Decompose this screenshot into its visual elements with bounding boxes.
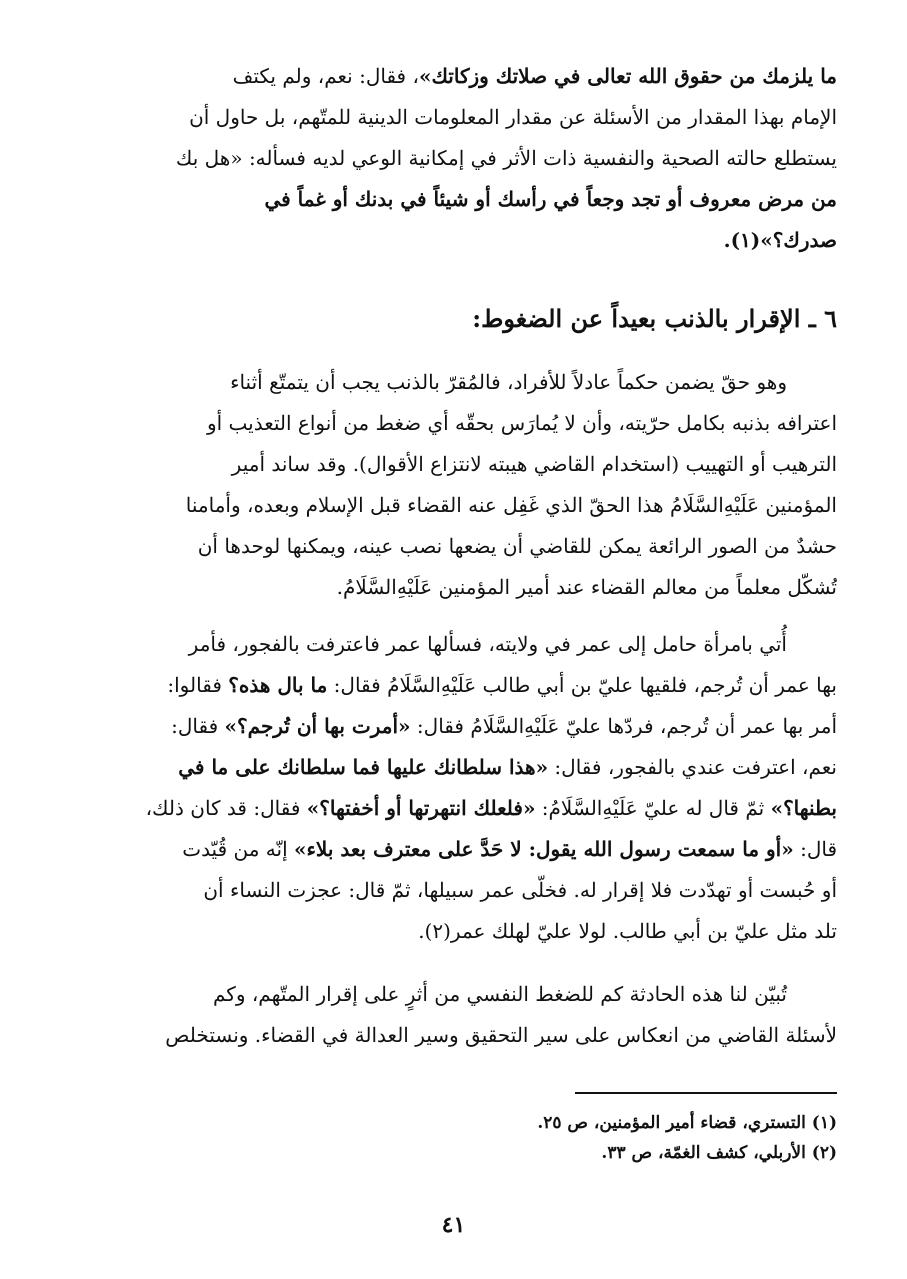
bold-quote: «فلعلك انتهرتها أو أخفتها؟» [306, 796, 536, 820]
bold-quote: «أو ما سمعت رسول الله يقول: لا حَدَّ على معترف بعد بلاء» [294, 837, 794, 861]
text-line: الإمام بهذا المقدار من الأسئلة عن مقدار المعلومات الدينية للمتّهم، بل حاول أن [189, 105, 837, 129]
text-line: تُبيّن لنا هذه الحادثة كم للضغط النفسي من أثرٍ على إقرار المتّهم، وكم [213, 982, 787, 1006]
text-span: قال: [793, 837, 837, 861]
section-heading [72, 298, 837, 339]
text-line [72, 747, 837, 788]
text-span: إنّه من قُيّدت [182, 837, 295, 861]
text-line [72, 706, 837, 747]
text-line: صدرك؟»(١). [723, 228, 837, 252]
footnote-2: (٢) الأربلي، كشف الغمّة، ص ٣٣. [601, 1143, 837, 1163]
text-span: فقال: قد كان ذلك، [145, 796, 307, 820]
text-span: فقال: [171, 714, 225, 738]
footnote-1: (١) التستري، قضاء أمير المؤمنين، ص ٢٥. [537, 1113, 837, 1133]
text-line: المؤمنين عَلَيْهِ‌السَّلَامُ هذا الحقّ الذي غَفِل عنه القضاء قبل الإسلام وبعده، وأمامنا [185, 493, 837, 517]
text-line [72, 56, 837, 97]
text-line: حشدٌ من الصور الرائعة يمكن للقاضي أن يضعها نصب عينه، ويمكنها لوحدها أن [197, 534, 837, 558]
text-line [72, 788, 837, 829]
paragraph-2 [72, 362, 837, 608]
text-line: يستطلع حالته الصحية والنفسية ذات الأثر في إمكانية الوعي لديه فسأله: «هل بك [175, 146, 837, 170]
text-span: نعم، اعترفت عندي بالفجور، فقال: [548, 755, 837, 779]
text-line: تُشكّل معلماً من معالم القضاء عند أمير المؤمنين عَلَيْهِ‌السَّلَامُ. [336, 575, 837, 599]
paragraph-1 [72, 56, 837, 261]
text-line: أو حُبست أو تهدّدت فلا إقرار له. فخلّى عمر سبيلها، ثمّ قال: عجزت النساء أن [203, 878, 837, 902]
heading-text: ٦ ـ الإقرار بالذنب بعيداً عن الضغوط: [472, 304, 837, 333]
text-line: الترهيب أو التهييب (استخدام القاضي هيبته لانتزاع الأقوال). وقد ساند أمير [231, 452, 837, 476]
bold-quote: ما يلزمك من حقوق الله تعالى في صلاتك وزكاتك» [418, 64, 837, 88]
text-line: أُتي بامرأة حامل إلى عمر في ولايته، فسألها عمر فاعترفت بالفجور، فأمر [188, 632, 787, 656]
bold-quote: بطنها؟» [770, 796, 837, 820]
paragraph-4 [72, 974, 837, 1056]
paragraph-3 [72, 624, 837, 952]
text-line: لأسئلة القاضي من انعكاس على سير التحقيق وسير العدالة في القضاء. ونستخلص [165, 1023, 837, 1047]
text-line [72, 829, 837, 870]
bold-quote: «هذا سلطانك عليها فما سلطانك على ما في [178, 755, 549, 779]
text-line: من مرض معروف أو تجد وجعاً في رأسك أو شيئاً في بدنك أو غماً في [264, 187, 837, 211]
text-line: وهو حقّ يضمن حكماً عادلاً للأفراد، فالمُقرّ بالذنب يجب أن يتمتّع أثناء [230, 370, 787, 394]
bold-quote: «أمرت بها أن تُرجم؟» [224, 714, 411, 738]
text-line [72, 665, 837, 706]
text-line: اعترافه بذنبه بكامل حرّيته، وأن لا يُمارَس بحقّه أي ضغط من أنواع التعذيب أو [206, 411, 837, 435]
footnote-divider [575, 1092, 837, 1094]
text-line: تلد مثل عليّ بن أبي طالب. لولا عليّ لهلك عمر(٢). [418, 919, 837, 943]
text-span: فقالوا: [167, 673, 229, 697]
page-number: ٤١ [441, 1212, 466, 1238]
text-span: بها عمر أن تُرجم، فلقيها عليّ بن أبي طالب عَلَيْهِ‌السَّلَامُ فقال: [327, 673, 837, 697]
text-span: ، فقال: نعم، ولم يكتف [232, 64, 419, 88]
text-span: أمر بها عمر أن تُرجم، فردّها عليّ عَلَيْهِ‌السَّلَامُ فقال: [410, 714, 837, 738]
text-span: ثمّ قال له عليّ عَلَيْهِ‌السَّلَامُ: [535, 796, 771, 820]
bold-quote: ما بال هذه؟ [228, 673, 328, 697]
footnotes [72, 1108, 837, 1168]
